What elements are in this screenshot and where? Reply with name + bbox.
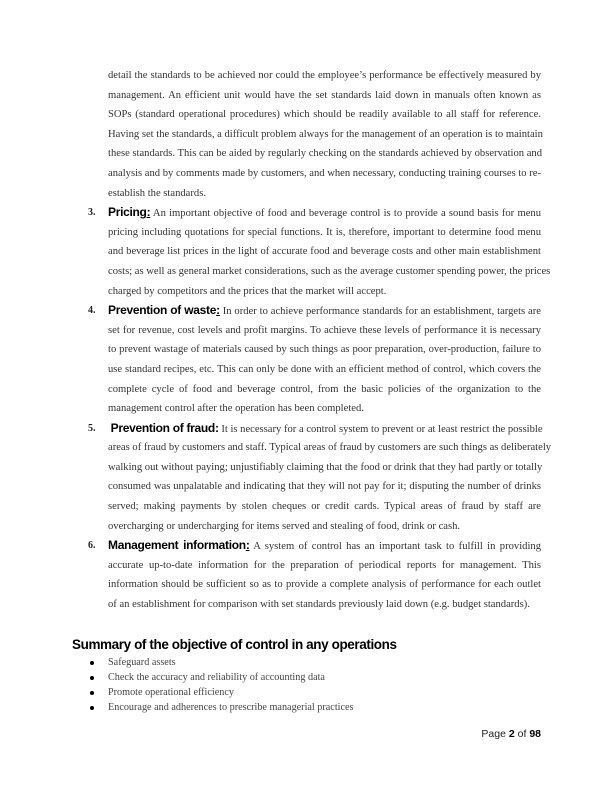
- text-line: consumed was unpalatable and indicating that they will not pay for it; disputing the number of drinks: [108, 481, 541, 493]
- of-label: of: [514, 728, 530, 740]
- item-heading: Prevention of waste: [108, 303, 217, 318]
- item-text: It is necessary for a control system to prevent or at least restrict the possible: [218, 423, 543, 435]
- text-line: establish the standards.: [108, 187, 206, 199]
- text-line: costs; as well as general market considerations, such as the average customer spending power, the prices: [108, 265, 551, 277]
- item-heading: Pricing: [108, 205, 147, 220]
- text-line: and beverage list prices in the light of accurate food and beverage costs and other main establishment: [108, 246, 541, 258]
- text-line: analysis and by comments made by customers, and when necessary, conducting training courses to re-: [108, 167, 541, 179]
- text-line: management. An efficient unit would have the set standards laid down in manuals often known as: [108, 89, 541, 101]
- bullet-icon: [90, 691, 94, 695]
- bullet-text: Safeguard assets: [108, 657, 176, 668]
- bullet-icon: [90, 661, 94, 665]
- text-line: [108, 536, 541, 556]
- text-line: served; making payments by stolen cheques or credit cards. Typical areas of fraud by staff are: [108, 501, 541, 513]
- bullet-icon: [90, 706, 94, 710]
- bullet-item: [90, 670, 354, 685]
- text-line: complete cycle of food and beverage control, from the basic policies of the organization to the: [108, 383, 541, 395]
- intro-paragraph: [108, 66, 541, 203]
- summary-bullet-list: [90, 655, 354, 715]
- bullet-text: Check the accuracy and reliability of accounting data: [108, 672, 325, 683]
- text-line: [108, 419, 541, 439]
- page-number: [481, 728, 541, 740]
- bullet-item: [90, 700, 354, 715]
- text-line: these standards. This can be aided by regularly checking on the standards achieved by observation and: [108, 148, 543, 160]
- bullet-text: Promote operational efficiency: [108, 687, 234, 698]
- item-heading: Management information: [108, 538, 246, 553]
- text-line: of an establishment for comparison with set standards previously laid down (e.g. budget standards).: [108, 599, 530, 611]
- item-number: 6.: [88, 540, 96, 552]
- item-text: An important objective of food and beverage control is to provide a sound basis for menu: [150, 208, 541, 220]
- text-line: Having set the standards, a difficult problem always for the management of an operation is to maintain: [108, 128, 543, 140]
- item-text: In order to achieve performance standards for an establishment, targets are: [219, 306, 541, 318]
- document-body: [88, 66, 552, 615]
- text-line: management control after the operation has been completed.: [108, 403, 364, 415]
- text-line: use standard recipes, etc. This can only be done with an efficient method of control, which covers the: [108, 363, 541, 375]
- item-number: 3.: [88, 207, 96, 219]
- text-line: [108, 301, 541, 321]
- item-heading-colon: :: [146, 205, 151, 220]
- text-line: charged by competitors and the prices that the market will accept.: [108, 285, 387, 297]
- page-label: Page: [481, 728, 509, 740]
- bullet-item: [90, 685, 354, 700]
- text-line: set for revenue, cost levels and profit margins. To achieve these levels of performance it is necessary: [108, 324, 541, 336]
- bullet-text: Encourage and adherences to prescribe managerial practices: [108, 702, 354, 713]
- text-line: accurate up-to-date information for the preparation of periodical reports for management. This: [108, 559, 541, 571]
- text-line: pricing including quotations for special functions. It is, therefore, important to determine food menu: [108, 226, 541, 238]
- list-item-prevention-of-fraud: [88, 419, 552, 537]
- item-number: 4.: [88, 305, 96, 317]
- bullet-item: [90, 655, 354, 670]
- bullet-icon: [90, 676, 94, 680]
- total-pages: 98: [529, 728, 541, 740]
- text-line: to prevent wastage of materials caused by such things as poor preparation, over-production, failure to: [108, 344, 541, 356]
- text-line: overcharging or undercharging for items served and stealing of food, drink or cash.: [108, 520, 461, 532]
- item-heading-colon: :: [245, 538, 250, 553]
- item-number: 5.: [88, 422, 96, 434]
- text-line: information should be sufficient so as to provide a complete analysis of performance for each outlet: [108, 579, 541, 591]
- text-line: [108, 203, 541, 223]
- text-line: SOPs (standard operational procedures) which should be readily available to all staff for reference.: [108, 109, 541, 121]
- item-text: A system of control has an important task to fulfill in providing: [249, 541, 541, 553]
- list-item-pricing: [88, 203, 551, 301]
- summary-heading: Summary of the objective of control in any operations: [72, 637, 397, 652]
- item-heading-colon: :: [216, 303, 220, 318]
- text-line: detail the standards to be achieved nor could the employee’s performance be effectively measured by: [108, 70, 541, 81]
- text-line: areas of fraud by customers and staff. Typical areas of fraud by customers are such things as deliberately: [108, 442, 552, 454]
- item-heading: Prevention of fraud:: [110, 420, 219, 435]
- text-line: walking out without paying; unjustifiably claiming that the food or drink that they had partly or totally: [108, 461, 543, 473]
- current-page: 2: [508, 728, 515, 740]
- list-item-management-information: [88, 536, 541, 614]
- list-item-prevention-of-waste: [88, 301, 541, 419]
